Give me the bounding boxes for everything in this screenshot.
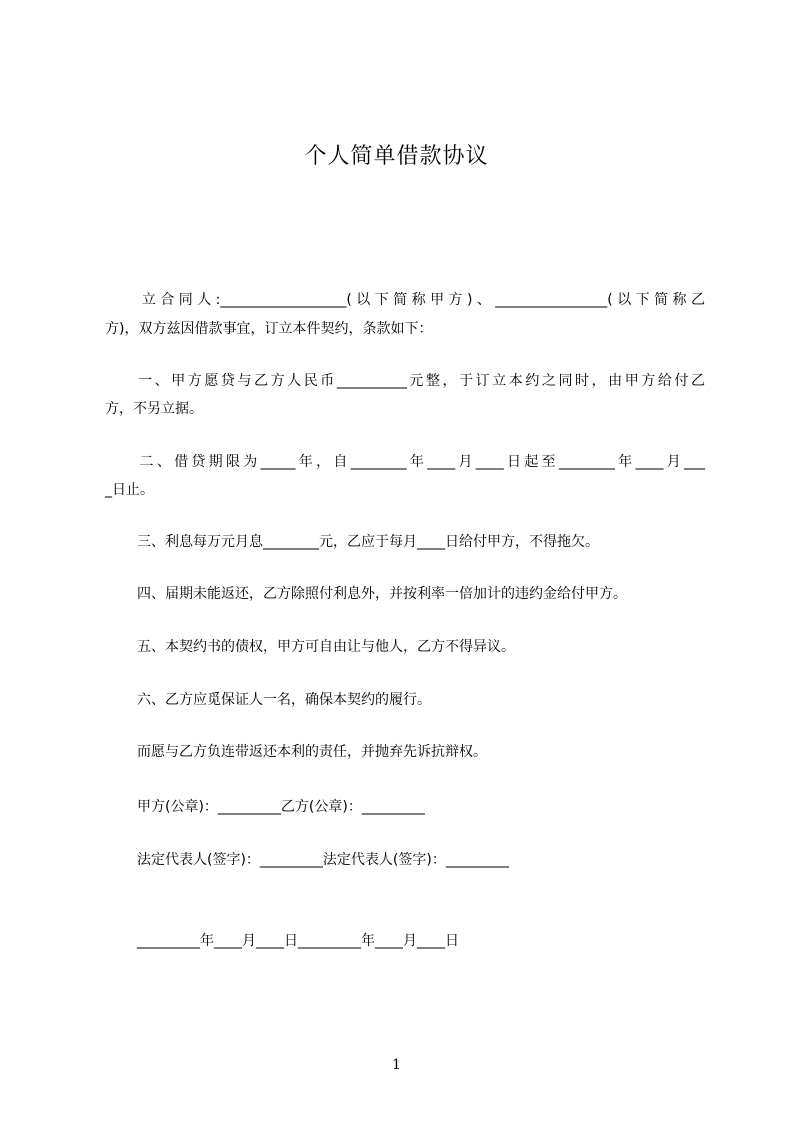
clause-6: 六、乙方应觅保证人一名，确保本契约的履行。: [137, 692, 431, 708]
party-line-1: 立合同人:__________________(以下简称甲方)、________________(以下简称乙: [105, 292, 705, 308]
clause-1-line-1: 一、甲方愿贷与乙方人民币__________元整，于订立本约之同时，由甲方给付乙: [105, 373, 705, 389]
date-line: _________年____月____日_________年____月____日: [137, 933, 459, 949]
clause-4: 四、届期未能返还，乙方除照付利息外，并按利率一倍加计的违约金给付甲方。: [137, 586, 627, 602]
document-title: 个人简单借款协议: [304, 144, 489, 169]
clause-5: 五、本契约书的债权，甲方可自由让与他人，乙方不得异议。: [137, 639, 515, 655]
page-number: 1: [392, 1057, 401, 1073]
clause-2-line-1: 二、借贷期限为_____年，自________年____月____日起至________年____月___: [105, 454, 705, 470]
clause-1-line-2: 方，不另立据。: [105, 401, 203, 417]
clause-2-line-2: _日止。: [105, 482, 154, 498]
clause-6-continuation: 而愿与乙方负连带返还本利的责任，并抛弃先诉抗辩权。: [137, 744, 487, 760]
seal-line: 甲方(公章)：_________乙方(公章)：_________: [137, 799, 425, 815]
clause-3: 三、利息每万元月息________元，乙应于每月____日给付甲方，不得拖欠。: [137, 534, 599, 550]
signature-line: 法定代表人(签字)：_________法定代表人(签字)：_________: [137, 852, 509, 868]
party-line-2: 方)，双方兹因借款事宜，订立本件契约，条款如下：: [105, 321, 433, 337]
